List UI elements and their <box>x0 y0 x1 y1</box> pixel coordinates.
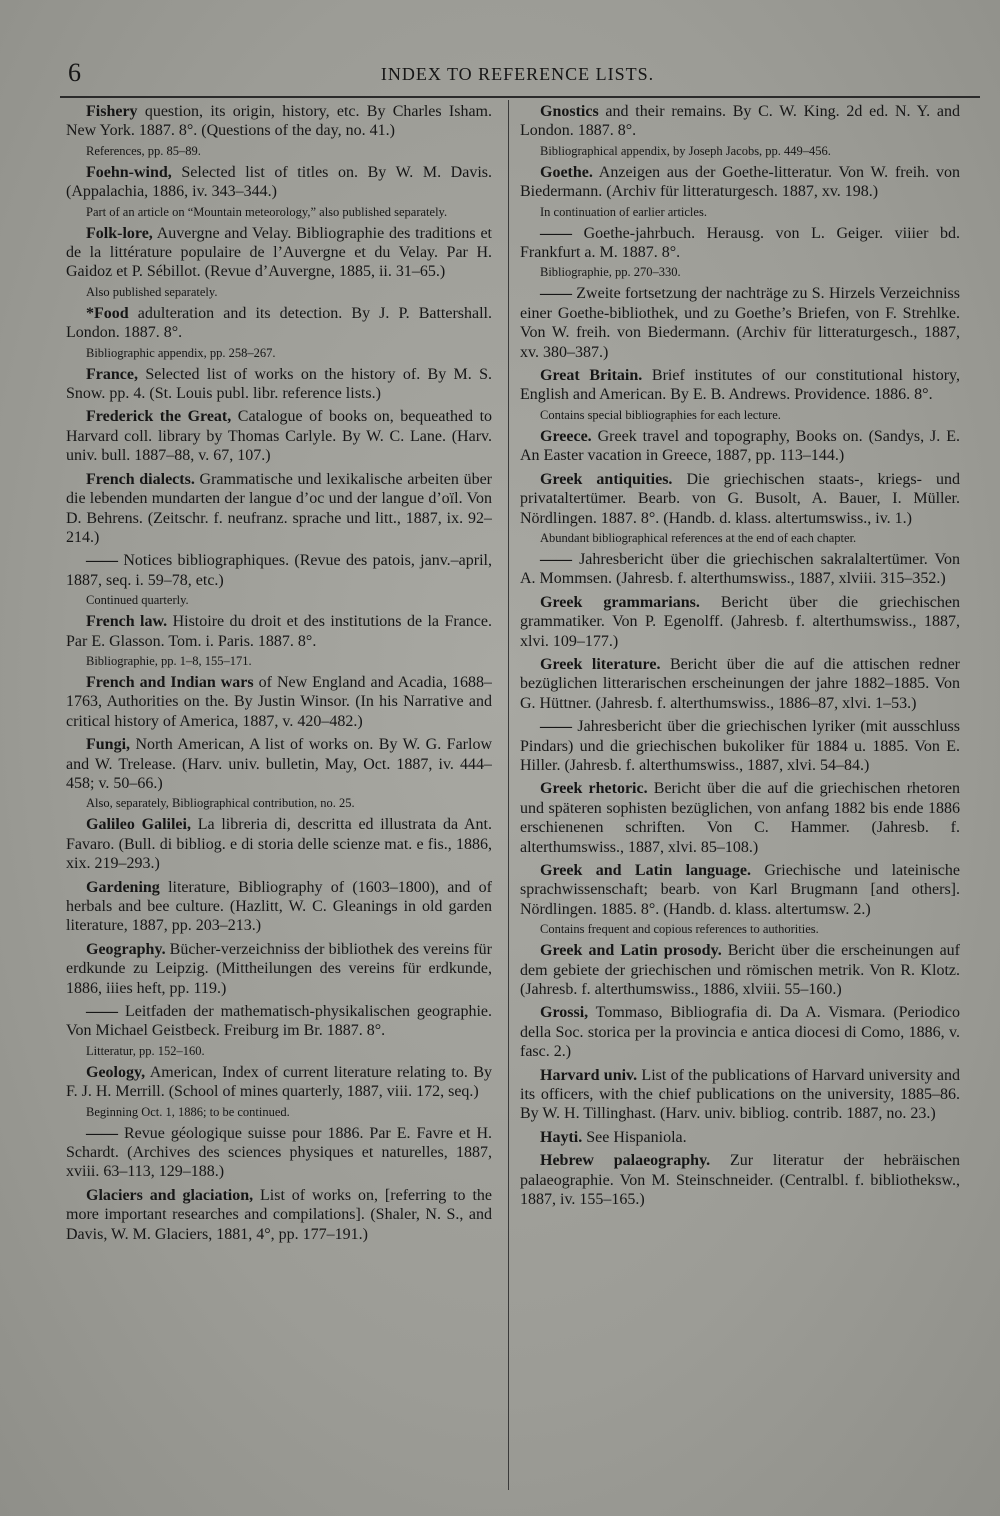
entry-body: Catalogue of books on, bequeathed to Harvard coll. library by Thomas Carlyle. By W. C. Lane. (Harv. univ. bull. 1887–88, v. 67, 107.) <box>66 408 492 465</box>
entry-heading: Frederick the Great, <box>86 408 232 426</box>
entry-text <box>66 878 492 936</box>
entry-heading: French law. <box>86 613 168 631</box>
entry-body: Goethe-jahrbuch. Herausg. von L. Geiger. viiier bd. Frankfurt a. M. 1887. 8°. <box>520 224 960 262</box>
entry-body: Leitfaden der mathematisch-physikalischen geographie. Von Michael Geistbeck. Freiburg im Br. 1887. 8°. <box>66 1003 492 1040</box>
entry-heading: —— <box>86 552 118 570</box>
entry-text <box>66 1124 492 1182</box>
entry-body: Anzeigen aus der Goethe-litteratur. Von W. freih. von Biedermann. (Archiv für litteraturgesch. 1887, xv. 198.) <box>520 163 960 201</box>
entry-note: Continued quarterly. <box>86 593 189 608</box>
entry-body: adulteration and its detection. By J. P. Battershall. London. 1887. 8°. <box>66 304 492 342</box>
entry-text <box>520 717 960 775</box>
index-entry <box>66 1063 492 1120</box>
entry-text <box>520 1151 960 1209</box>
index-entry <box>520 224 960 281</box>
entry-body: List of the publications of Harvard university and its officers, with the chief publications on the university, 1885–86. By W. H. Tillinghast. (Harv. univ. bibliog. contrib. 1887, no. 23.) <box>520 1066 960 1123</box>
entry-body: Tommaso, Bibliografia di. Da A. Vismara. (Periodico della Soc. storica per la provincia e antica diocesi di Como, 1886, v. fasc. 2.) <box>520 1004 960 1061</box>
entry-text <box>66 940 492 998</box>
entry-body: question, its origin, history, etc. By Charles Isham. New York. 1887. 8°. (Questions of the day, no. 41.) <box>66 103 492 140</box>
index-entry <box>66 551 492 608</box>
entry-heading: Foehn-wind, <box>86 163 172 181</box>
right-column <box>520 102 960 1214</box>
column-divider <box>508 100 509 1490</box>
entry-heading: Greek and Latin language. <box>540 862 752 879</box>
entry-text <box>66 735 492 793</box>
entry-body: Bericht über die auf die attischen redner bezüglichen litterarischen erscheinungen der jahre 1882–1885. Von G. Hüttner. (Jahresb. f. alterthumswiss., 1886–87, xlvi. 1–53.) <box>520 655 960 712</box>
entry-heading: —— <box>540 285 572 303</box>
entry-text <box>66 1063 492 1102</box>
entry-text <box>520 593 960 651</box>
entry-text <box>520 102 960 141</box>
entry-text <box>520 941 960 999</box>
entry-heading: Folk-lore, <box>86 224 153 242</box>
index-entry <box>520 1128 960 1147</box>
index-entry <box>66 304 492 361</box>
entry-text <box>66 224 492 282</box>
entry-text <box>520 550 960 589</box>
entry-heading: Goethe. <box>540 163 593 181</box>
left-column <box>66 102 492 1248</box>
entry-text <box>520 427 960 466</box>
entry-heading: Gardening <box>86 878 160 896</box>
index-entry <box>520 427 960 466</box>
entry-body: List of works on, [referring to the more important researches and compilations]. (Shaler, N. S., and Davis, W. M. Glaciers, 1881, 4°, pp. 177–191.) <box>66 1186 492 1243</box>
entry-note: Bibliographical appendix, by Joseph Jacobs, pp. 449–456. <box>540 143 831 158</box>
page-number: 6 <box>68 58 81 87</box>
index-entry <box>66 1124 492 1182</box>
entry-body: La libreria di, descritta ed illustrata da Ant. Favaro. (Bull. di bibliog. e di storia delle scienze mat. e fis., 1886, xix. 219–293.) <box>66 816 492 873</box>
entry-text <box>520 366 960 405</box>
entry-heading: France, <box>86 365 138 383</box>
index-entry <box>520 470 960 546</box>
entry-text <box>66 304 492 343</box>
entry-heading: Greek grammarians. <box>540 593 700 611</box>
entry-heading: Gnostics <box>540 103 599 120</box>
entry-body: of New England and Acadia, 1688–1763, Authorities on the. By Justin Winsor. (In his Narrative and critical history of America, 1887, v. 420–482.) <box>66 673 492 730</box>
entry-text <box>66 1002 492 1041</box>
entry-note: Bibliographic appendix, pp. 258–267. <box>86 345 276 360</box>
entry-body: Bericht über die auf die griechischen rhetoren und späteren sophisten bezüglichen, von anfang 1882 bis ende 1886 erschienenen schriften. Von C. Hammer. (Jahresb. f. alterthumswiss., 1887, xlvi. 85–108.) <box>520 780 960 856</box>
entry-heading: Galileo Galilei, <box>86 816 191 834</box>
index-entry <box>66 940 492 998</box>
entry-text <box>66 102 492 141</box>
index-entry <box>520 593 960 651</box>
entry-body: Bericht über die erscheinungen auf dem gebiete der griechischen und römischen metrik. Von R. Klotz. (Jahresb. f. alterthumswiss., 1886, xlviii. 55–160.) <box>520 942 960 999</box>
index-entry <box>520 1003 960 1061</box>
entry-heading: Hayti. <box>540 1128 583 1146</box>
entry-heading: —— <box>86 1003 118 1021</box>
entry-heading: Greece. <box>540 427 592 445</box>
entry-body: Greek travel and topography, Books on. (Sandys, J. E. An Easter vacation in Greece, 1887, pp. 113–144.) <box>520 427 960 465</box>
entry-note: Beginning Oct. 1, 1886; to be continued. <box>86 1104 290 1119</box>
entry-text <box>520 284 960 362</box>
index-entry <box>520 366 960 423</box>
entry-note: Contains special bibliographies for each lecture. <box>540 407 781 422</box>
entry-note: Part of an article on “Mountain meteorology,” also published separately. <box>86 204 448 219</box>
entry-note: Also, separately, Bibliographical contribution, no. 25. <box>86 796 355 811</box>
entry-body: literature, Bibliography of (1603–1800), and of herbals and bee culture. (Hazlitt, W. C. Gleanings in old garden literature, 1887, pp. 203–213.) <box>66 878 492 935</box>
entry-text <box>66 163 492 202</box>
entry-heading: Geology, <box>86 1063 146 1081</box>
entry-note: Bibliographie, pp. 270–330. <box>540 265 681 280</box>
index-entry <box>66 470 492 548</box>
entry-text <box>520 779 960 857</box>
entry-heading: Greek rhetoric. <box>540 780 648 798</box>
entry-body: Zur literatur der hebräischen palaeographie. Von M. Steinschneider. (Centralbl. f. bibliotheksw., 1887, iv. 155–165.) <box>520 1152 960 1209</box>
entry-body: American, Index of current literature relating to. By F. J. H. Merrill. (School of mines quarterly, 1887, viii. 172, seq.) <box>66 1063 492 1101</box>
entry-text <box>66 612 492 651</box>
entry-body: Die griechischen staats-, kriegs- und privataltertümer. Bearb. von G. Busolt, A. Bauer, I. Müller. Nördlingen. 1887. 8°. (Handb. d. klass. altertumswiss., iv. 1.) <box>520 470 960 527</box>
index-entry <box>66 224 492 300</box>
entry-body: Auvergne and Velay. Bibliographie des traditions et de la littérature populaire de l’Auvergne et du Velay. Par H. Gaidoz et P. Sébillot. (Revue d’Auvergne, 1885, ii. 31–65.) <box>66 224 492 281</box>
index-entry <box>520 550 960 589</box>
header-rule <box>60 96 980 98</box>
entry-text <box>520 1003 960 1061</box>
index-entry <box>520 1066 960 1124</box>
entry-heading: Greek antiquities. <box>540 470 673 488</box>
entry-note: Litteratur, pp. 152–160. <box>86 1043 205 1058</box>
index-entry <box>520 717 960 775</box>
entry-note: References, pp. 85–89. <box>86 143 201 158</box>
entry-note: Abundant bibliographical references at the end of each chapter. <box>540 530 857 545</box>
entry-text <box>66 1186 492 1244</box>
index-entry <box>66 673 492 731</box>
entry-text <box>66 551 492 590</box>
entry-text <box>520 470 960 528</box>
index-entry <box>66 612 492 669</box>
entry-body: Bücher-verzeichniss der bibliothek des vereins für erdkunde zu Leipzig. (Mittheilungen des vereins für erdkunde, 1886, iiies heft, pp. 119.) <box>66 940 492 997</box>
entry-heading: French and Indian wars <box>86 673 254 691</box>
entry-body: Jahresbericht über die griechischen lyriker (mit ausschluss Pindars) und die griechischen bukoliker für 1884 u. 1885. Von E. Hiller. (Jahresb. f. alterthumswiss., 1887, xlvi. 54–84.) <box>520 718 960 774</box>
index-entry <box>66 815 492 873</box>
entry-text <box>520 224 960 263</box>
entry-text <box>520 655 960 713</box>
index-entry <box>520 284 960 362</box>
entry-heading: —— <box>540 550 572 568</box>
index-entry <box>520 779 960 857</box>
entry-body: Histoire du droit et des institutions de la France. Par E. Glasson. Tom. i. Paris. 1887. 8°. <box>66 613 492 650</box>
entry-body: Revue géologique suisse pour 1886. Par E. Favre et H. Schardt. (Archives des sciences physiques et naturelles, 1887, xviii. 63–113, 129–188.) <box>66 1124 492 1181</box>
entry-body: Bericht über die griechischen grammatiker. Von P. Egenolff. (Jahresb. f. alterthumswiss., 1887, xlvi. 109–177.) <box>520 593 960 650</box>
entry-heading: Hebrew palaeography. <box>540 1152 711 1170</box>
entry-body: North American, A list of works on. By W. G. Farlow and W. Trelease. (Harv. univ. bulletin, May, Oct. 1887, iv. 444–458; v. 50–66.) <box>66 736 492 792</box>
entry-note: Contains frequent and copious references to authorities. <box>540 922 819 937</box>
entry-text <box>66 673 492 731</box>
entry-note: Bibliographie, pp. 1–8, 155–171. <box>86 653 252 668</box>
entry-note: In continuation of earlier articles. <box>540 204 707 219</box>
entry-heading: Grossi, <box>540 1004 589 1022</box>
entry-heading: *Food <box>86 304 129 322</box>
entry-body: Selected list of works on the history of. By M. S. Snow. pp. 4. (St. Louis publ. libr. reference lists.) <box>66 365 492 403</box>
entry-text <box>66 407 492 465</box>
entry-heading: Greek and Latin prosody. <box>540 942 722 960</box>
index-entry <box>520 1151 960 1209</box>
entry-note: Also published separately. <box>86 284 218 299</box>
entry-text <box>520 861 960 919</box>
entry-body: Notices bibliographiques. (Revue des patois, janv.–april, 1887, seq. i. 59–78, etc.) <box>66 552 492 589</box>
index-entry <box>520 655 960 713</box>
entry-body: See Hispaniola. <box>582 1128 687 1146</box>
index-entry <box>66 1186 492 1244</box>
entry-heading: Fishery <box>86 103 138 120</box>
index-entry <box>66 878 492 936</box>
index-entry <box>66 407 492 465</box>
entry-text <box>66 365 492 404</box>
entry-text <box>520 1066 960 1124</box>
entry-body: Jahresbericht über die griechischen sakralaltertümer. Von A. Mommsen. (Jahresb. f. alterthumswiss., 1887, xlviii. 315–352.) <box>520 550 960 588</box>
entry-text <box>520 1128 960 1147</box>
index-entry <box>520 941 960 999</box>
entry-heading: Greek literature. <box>540 655 661 673</box>
index-entry <box>520 163 960 220</box>
entry-heading: Geography. <box>86 940 166 958</box>
entry-heading: —— <box>86 1124 118 1142</box>
index-entry <box>66 163 492 220</box>
entry-body: Grammatische und lexikalische arbeiten über die lebenden mundarten der langue d’oc und der langue d’oïl. Von D. Behrens. (Zeitschr. f. neufranz. sprache und litt., 1887, ix. 92–214.) <box>66 470 492 546</box>
entry-heading: Fungi, <box>86 736 131 754</box>
index-entry <box>520 861 960 937</box>
entry-body: Griechische und lateinische sprachwissenschaft; bearb. von Karl Brugmann [and others]. Nördlingen. 1885. 8°. (Handb. d. klass. altertumsw. 2.) <box>520 862 960 918</box>
page-header <box>60 58 975 90</box>
index-entry <box>66 735 492 811</box>
entry-text <box>520 163 960 202</box>
entry-text <box>66 470 492 548</box>
entry-body: Selected list of titles on. By W. M. Davis. (Appalachia, 1886, iv. 343–344.) <box>66 163 492 201</box>
entry-body: Brief institutes of our constitutional history, English and American. By E. B. Andrews. Providence. 1886. 8°. <box>520 367 960 404</box>
running-title: INDEX TO REFERENCE LISTS. <box>380 64 655 84</box>
entry-heading: Glaciers and glaciation, <box>86 1186 254 1204</box>
index-entry <box>66 1002 492 1059</box>
entry-heading: —— <box>540 224 572 242</box>
entry-heading: Great Britain. <box>540 367 643 385</box>
entry-text <box>66 815 492 873</box>
entry-body: and their remains. By C. W. King. 2d ed. N. Y. and London. 1887. 8°. <box>520 103 960 140</box>
index-entry <box>66 102 492 159</box>
index-entry <box>66 365 492 404</box>
entry-body: Zweite fortsetzung der nachträge zu S. Hirzels Verzeichniss einer Goethe-bibliothek, und zu Goethe’s Briefen, von F. Strehlke. Von W. freih. von Biedermann. (Archiv für litteraturgesch., 1887, xv. 380–387.) <box>520 285 960 361</box>
entry-heading: —— <box>540 718 572 736</box>
entry-heading: French dialects. <box>86 470 195 488</box>
entry-heading: Harvard univ. <box>540 1066 638 1084</box>
index-entry <box>520 102 960 159</box>
